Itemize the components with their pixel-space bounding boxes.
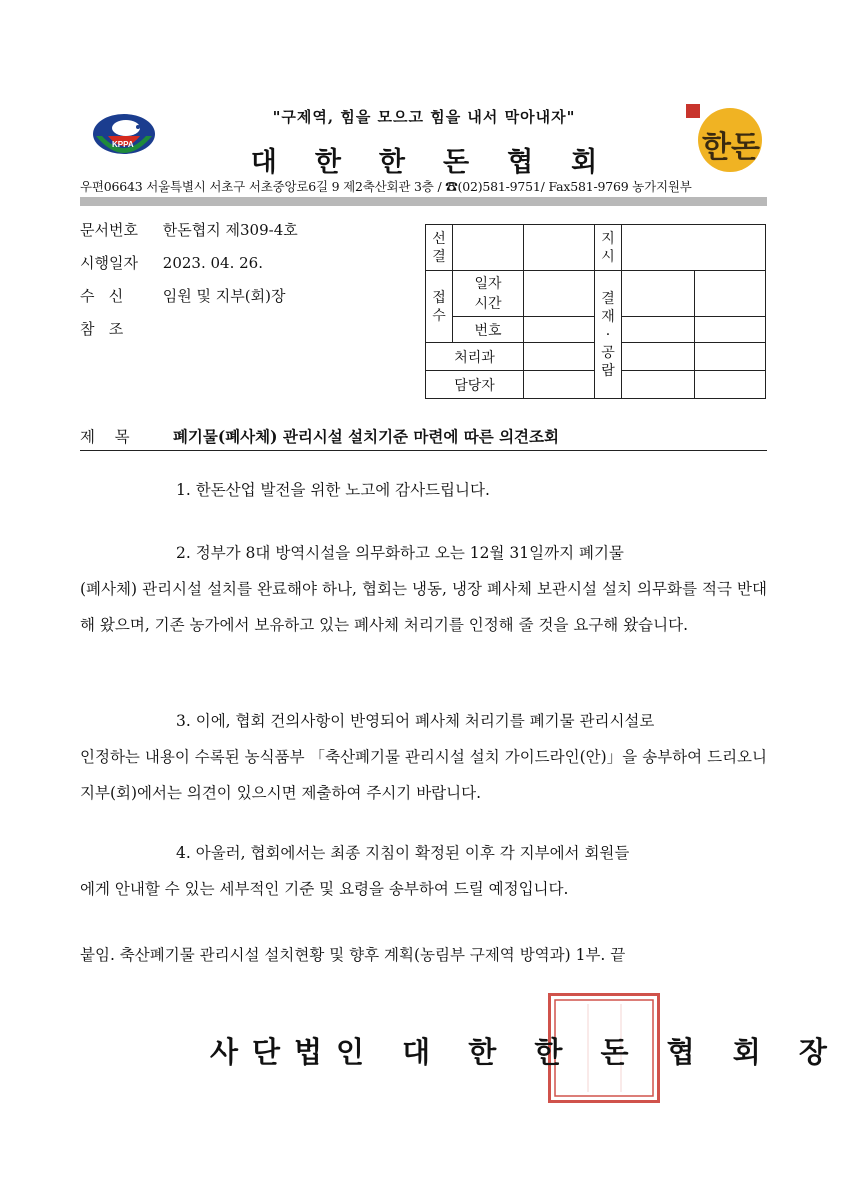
paragraph-2-first-line: 2. 정부가 8대 방역시설을 의무화하고 오는 12월 31일까지 폐기물	[176, 544, 624, 562]
gyeoljae-slot-2	[695, 271, 766, 317]
jisi-cell: 지 시	[595, 225, 622, 271]
doc-number-row	[80, 219, 298, 240]
gyeoljae-slot-6	[695, 343, 766, 371]
paragraph-3-rest: 인정하는 내용이 수록된 농식품부 「축산폐기물 관리시설 설치 가이드라인(안)」을 송부하여 드리오니 지부(회)에서는 의견이 있으시면 제출하여 주시기 바랍니다.	[80, 748, 767, 802]
number-cell: 번호	[453, 317, 524, 343]
gyeoljae-slot-4	[695, 317, 766, 343]
paragraph-1-text: 1. 한돈산업 발전을 위한 노고에 감사드립니다.	[176, 481, 490, 499]
date-row	[80, 252, 263, 273]
paragraph-3-first-line: 3. 이에, 협회 건의사항이 반영되어 폐사체 처리기를 폐기물 관리시설로	[176, 712, 655, 730]
seongyeol-slot-2	[524, 225, 595, 271]
recipient-label: 수 신	[80, 287, 124, 305]
paragraph-4-rest: 에게 안내할 수 있는 세부적인 기준 및 요령을 송부하여 드릴 예정입니다.	[80, 880, 569, 898]
date-label: 시행일자	[80, 254, 138, 272]
org-address: 우편06643 서울특별시 서초구 서초중앙로6길 9 제2축산회관 3층 / ☎(02)581-9751/ Fax581-9769 농가지원부	[80, 179, 692, 194]
subject-value: 폐기물(폐사체) 관리시설 설치기준 마련에 따른 의견조회	[172, 427, 559, 446]
subject-divider	[80, 450, 767, 451]
paragraph-1	[80, 472, 767, 508]
subject-label: 제 목	[80, 428, 130, 446]
signature: 사단법인 대 한 한 돈 협 회 장	[210, 1035, 841, 1069]
date-time-cell: 일자 시간	[453, 271, 524, 317]
gyeoljae-slot-7	[622, 371, 695, 399]
org-title: 대한한돈협회	[250, 147, 636, 178]
paragraph-2-rest: (폐사체) 관리시설 설치를 완료해야 하나, 협회는 냉동, 냉장 폐사체 보관시설 설치 의무화를 적극 반대해 왔으며, 기존 농가에서 보유하고 있는 폐사체 처리기를 인정해 줄 것을 요구해 왔습니다.	[80, 580, 767, 634]
subject-row	[80, 425, 559, 447]
gyeoljae-slot-3	[622, 317, 695, 343]
seongyeol-slot-1	[453, 225, 524, 271]
processing-dept-cell: 처리과	[426, 343, 524, 371]
gyeoljae-slot-1	[622, 271, 695, 317]
recipient-row	[80, 285, 285, 306]
approval-table	[425, 224, 766, 399]
jeopsu-cell: 접 수	[426, 271, 453, 343]
header-divider	[80, 197, 767, 206]
number-slot	[524, 317, 595, 343]
kppa-logo-text: KPPA	[112, 140, 134, 149]
gyeoljae-slot-5	[622, 343, 695, 371]
jisi-slot	[622, 225, 766, 271]
date-time-slot	[524, 271, 595, 317]
person-in-charge-cell: 담당자	[426, 371, 524, 399]
reference-label: 참 조	[80, 320, 124, 338]
person-in-charge-slot	[524, 371, 595, 399]
slogan: "구제역, 힘을 모으고 힘을 내서 막아내자"	[272, 108, 576, 126]
gyeoljae-cell: 결 재 · 공 람	[595, 271, 622, 399]
doc-number-label: 문서번호	[80, 221, 138, 239]
paragraph-4	[80, 835, 767, 907]
recipient-value: 임원 및 지부(회)장	[162, 287, 286, 305]
attachment-text: 붙임. 축산폐기물 관리시설 설치현황 및 향후 계획(농림부 구제역 방역과) 1부. 끝	[80, 946, 626, 964]
seongyeol-cell: 선 결	[426, 225, 453, 271]
handon-logo-text: 한돈	[702, 130, 760, 165]
gyeoljae-slot-8	[695, 371, 766, 399]
attachment-note	[80, 937, 767, 973]
processing-dept-slot	[524, 343, 595, 371]
date-value: 2023. 04. 26.	[162, 254, 263, 272]
paragraph-2	[80, 535, 767, 643]
doc-number-value: 한돈협지 제309-4호	[162, 221, 298, 239]
paragraph-3	[80, 703, 767, 811]
reference-row	[80, 318, 158, 339]
paragraph-4-first-line: 4. 아울러, 협회에서는 최종 지침이 확정된 이후 각 지부에서 회원들	[176, 844, 630, 862]
